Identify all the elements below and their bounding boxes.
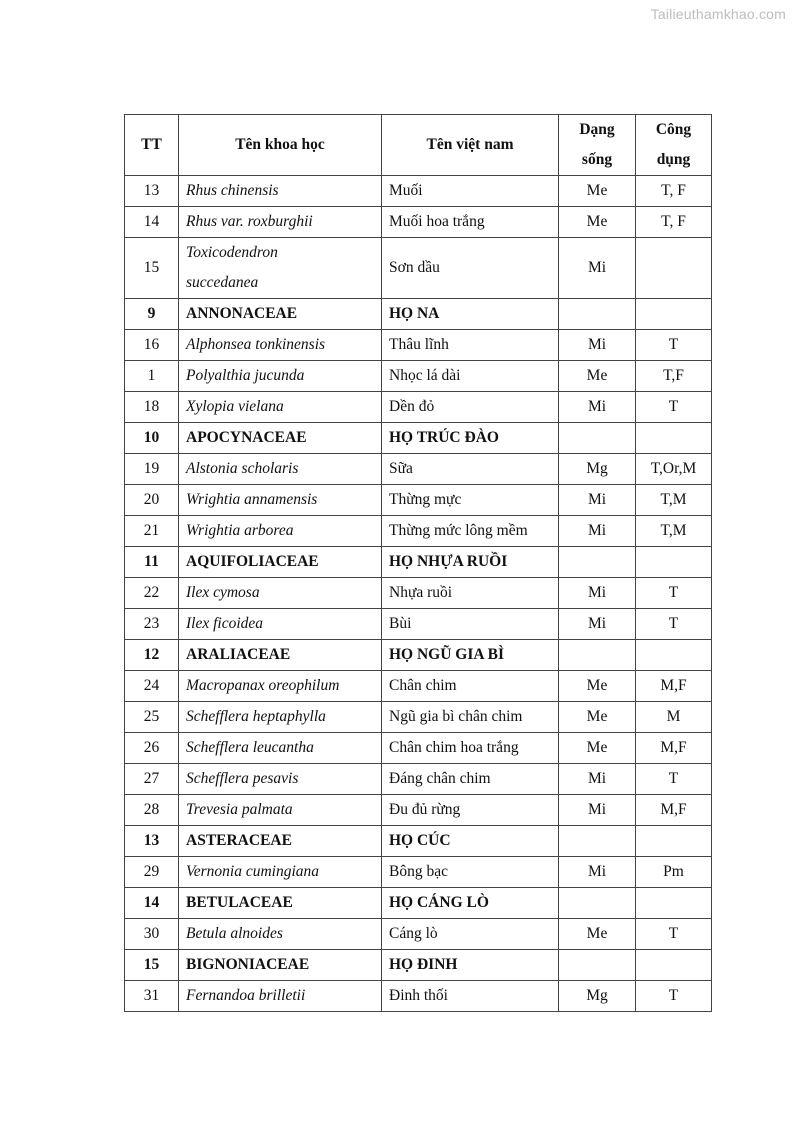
table-row (125, 485, 712, 516)
cell-vietnamese: Chân chim hoa trắng (382, 733, 559, 764)
cell-life-form: Me (559, 207, 636, 238)
table-row (125, 702, 712, 733)
cell-family-name: BETULACEAE (179, 888, 382, 919)
header-use-line2: dụng (656, 151, 691, 168)
cell-use: T (636, 609, 712, 640)
cell-family-name: BIGNONIACEAE (179, 950, 382, 981)
cell-use: T (636, 981, 712, 1012)
cell-life-form (559, 826, 636, 857)
cell-life-form: Me (559, 733, 636, 764)
cell-scientific-line1: Toxicodendron (186, 244, 278, 261)
cell-family-vietnamese: HỌ NA (382, 299, 559, 330)
cell-tt: 28 (125, 795, 179, 826)
cell-vietnamese: Thừng mực (382, 485, 559, 516)
table-row (125, 764, 712, 795)
cell-tt: 22 (125, 578, 179, 609)
cell-life-form: Mi (559, 485, 636, 516)
cell-vietnamese: Muối (382, 176, 559, 207)
cell-family-name: ANNONACEAE (179, 299, 382, 330)
cell-life-form: Me (559, 176, 636, 207)
table-row (125, 392, 712, 423)
cell-family-vietnamese: HỌ CÚC (382, 826, 559, 857)
cell-life-form: Mi (559, 516, 636, 547)
cell-tt: 19 (125, 454, 179, 485)
cell-scientific-line2: succedanea (186, 274, 259, 291)
cell-scientific: Schefflera pesavis (179, 764, 382, 795)
cell-life-form: Mi (559, 578, 636, 609)
cell-family-vietnamese: HỌ TRÚC ĐÀO (382, 423, 559, 454)
table-row (125, 578, 712, 609)
cell-use: M (636, 702, 712, 733)
cell-use (636, 640, 712, 671)
cell-life-form: Me (559, 671, 636, 702)
cell-life-form: Mi (559, 330, 636, 361)
cell-scientific: Rhus var. roxburghii (179, 207, 382, 238)
cell-use: M,F (636, 795, 712, 826)
header-use-line1: Công (655, 121, 692, 138)
cell-life-form (559, 640, 636, 671)
table-row (125, 207, 712, 238)
cell-tt: 25 (125, 702, 179, 733)
cell-family-name: ARALIACEAE (179, 640, 382, 671)
cell-tt: 31 (125, 981, 179, 1012)
cell-vietnamese: Sơn dầu (382, 238, 559, 299)
cell-tt: 9 (125, 299, 179, 330)
cell-scientific: Alphonsea tonkinensis (179, 330, 382, 361)
table-row (125, 671, 712, 702)
cell-use (636, 950, 712, 981)
cell-scientific: Ilex ficoidea (179, 609, 382, 640)
cell-use: T,F (636, 361, 712, 392)
cell-use: M,F (636, 671, 712, 702)
cell-tt: 21 (125, 516, 179, 547)
family-row (125, 547, 712, 578)
cell-life-form: Me (559, 702, 636, 733)
cell-family-vietnamese: HỌ NGŨ GIA BÌ (382, 640, 559, 671)
table-row (125, 176, 712, 207)
cell-tt: 15 (125, 238, 179, 299)
header-life-form (559, 115, 636, 176)
cell-scientific: Fernandoa brilletii (179, 981, 382, 1012)
cell-tt: 29 (125, 857, 179, 888)
cell-use (636, 888, 712, 919)
cell-use (636, 238, 712, 299)
cell-scientific: Ilex cymosa (179, 578, 382, 609)
family-row (125, 423, 712, 454)
cell-family-name: ASTERACEAE (179, 826, 382, 857)
cell-tt: 13 (125, 176, 179, 207)
cell-scientific: Wrightia annamensis (179, 485, 382, 516)
cell-use: T,M (636, 485, 712, 516)
cell-life-form (559, 888, 636, 919)
cell-life-form: Mi (559, 764, 636, 795)
watermark-text: Tailieuthamkhao.com (650, 6, 786, 22)
cell-use: T (636, 578, 712, 609)
cell-family-vietnamese: HỌ ĐINH (382, 950, 559, 981)
cell-vietnamese: Sữa (382, 454, 559, 485)
table-row (125, 361, 712, 392)
cell-family-name: APOCYNACEAE (179, 423, 382, 454)
cell-tt: 18 (125, 392, 179, 423)
table-row (125, 609, 712, 640)
cell-scientific: Betula alnoides (179, 919, 382, 950)
family-row (125, 299, 712, 330)
cell-use: T, F (636, 207, 712, 238)
cell-life-form: Mi (559, 392, 636, 423)
cell-tt: 24 (125, 671, 179, 702)
cell-use: T (636, 392, 712, 423)
table-row (125, 795, 712, 826)
header-vietnamese-name: Tên việt nam (382, 115, 559, 176)
cell-life-form: Mi (559, 795, 636, 826)
cell-life-form (559, 950, 636, 981)
cell-vietnamese: Chân chim (382, 671, 559, 702)
table-row (125, 516, 712, 547)
cell-life-form: Mg (559, 981, 636, 1012)
header-use (636, 115, 712, 176)
cell-vietnamese: Thâu lĩnh (382, 330, 559, 361)
cell-life-form (559, 423, 636, 454)
cell-vietnamese: Bùi (382, 609, 559, 640)
header-scientific-name: Tên khoa học (179, 115, 382, 176)
cell-scientific: Polyalthia jucunda (179, 361, 382, 392)
table-row (125, 733, 712, 764)
cell-tt: 16 (125, 330, 179, 361)
cell-life-form: Me (559, 919, 636, 950)
cell-use: M,F (636, 733, 712, 764)
cell-scientific: Wrightia arborea (179, 516, 382, 547)
cell-use (636, 547, 712, 578)
table-row (125, 919, 712, 950)
family-row (125, 888, 712, 919)
cell-use: T (636, 330, 712, 361)
cell-vietnamese: Nhựa ruồi (382, 578, 559, 609)
cell-tt: 13 (125, 826, 179, 857)
cell-life-form (559, 299, 636, 330)
cell-scientific: Schefflera leucantha (179, 733, 382, 764)
header-life-form-line2: sống (581, 151, 613, 168)
cell-vietnamese: Đu đủ rừng (382, 795, 559, 826)
cell-tt: 15 (125, 950, 179, 981)
cell-use: T (636, 919, 712, 950)
table-row (125, 981, 712, 1012)
family-row (125, 950, 712, 981)
cell-scientific: Schefflera heptaphylla (179, 702, 382, 733)
cell-tt: 11 (125, 547, 179, 578)
cell-scientific: Macropanax oreophilum (179, 671, 382, 702)
cell-use: T, F (636, 176, 712, 207)
cell-family-vietnamese: HỌ NHỰA RUỒI (382, 547, 559, 578)
cell-tt: 23 (125, 609, 179, 640)
cell-use (636, 423, 712, 454)
cell-life-form: Mg (559, 454, 636, 485)
cell-tt: 14 (125, 207, 179, 238)
cell-tt: 1 (125, 361, 179, 392)
cell-scientific: Vernonia cumingiana (179, 857, 382, 888)
cell-scientific: Rhus chinensis (179, 176, 382, 207)
header-life-form-line1: Dạng (579, 121, 615, 138)
cell-life-form: Me (559, 361, 636, 392)
cell-vietnamese: Đinh thối (382, 981, 559, 1012)
cell-scientific: Alstonia scholaris (179, 454, 382, 485)
cell-scientific: Trevesia palmata (179, 795, 382, 826)
header-tt: TT (125, 115, 179, 176)
cell-vietnamese: Cáng lò (382, 919, 559, 950)
table-row (125, 857, 712, 888)
cell-scientific: Xylopia vielana (179, 392, 382, 423)
cell-use: T (636, 764, 712, 795)
species-table (124, 114, 712, 1012)
table-row (125, 330, 712, 361)
cell-tt: 14 (125, 888, 179, 919)
cell-life-form (559, 547, 636, 578)
cell-life-form: Mi (559, 238, 636, 299)
cell-vietnamese: Dền đỏ (382, 392, 559, 423)
cell-tt: 30 (125, 919, 179, 950)
cell-tt: 10 (125, 423, 179, 454)
cell-use: Pm (636, 857, 712, 888)
cell-tt: 12 (125, 640, 179, 671)
cell-tt: 20 (125, 485, 179, 516)
family-row (125, 826, 712, 857)
cell-vietnamese: Muối hoa trắng (382, 207, 559, 238)
cell-vietnamese: Nhọc lá dài (382, 361, 559, 392)
cell-tt: 27 (125, 764, 179, 795)
cell-use (636, 299, 712, 330)
cell-vietnamese: Ngũ gia bì chân chim (382, 702, 559, 733)
table-row (125, 238, 712, 299)
cell-vietnamese: Đáng chân chim (382, 764, 559, 795)
table-row (125, 454, 712, 485)
family-row (125, 640, 712, 671)
cell-use (636, 826, 712, 857)
table-header-row (125, 115, 712, 176)
cell-life-form: Mi (559, 857, 636, 888)
cell-family-name: AQUIFOLIACEAE (179, 547, 382, 578)
cell-vietnamese: Bông bạc (382, 857, 559, 888)
cell-use: T,M (636, 516, 712, 547)
cell-family-vietnamese: HỌ CÁNG LÒ (382, 888, 559, 919)
cell-tt: 26 (125, 733, 179, 764)
cell-scientific (179, 238, 382, 299)
cell-vietnamese: Thừng mức lông mềm (382, 516, 559, 547)
cell-use: T,Or,M (636, 454, 712, 485)
cell-life-form: Mi (559, 609, 636, 640)
